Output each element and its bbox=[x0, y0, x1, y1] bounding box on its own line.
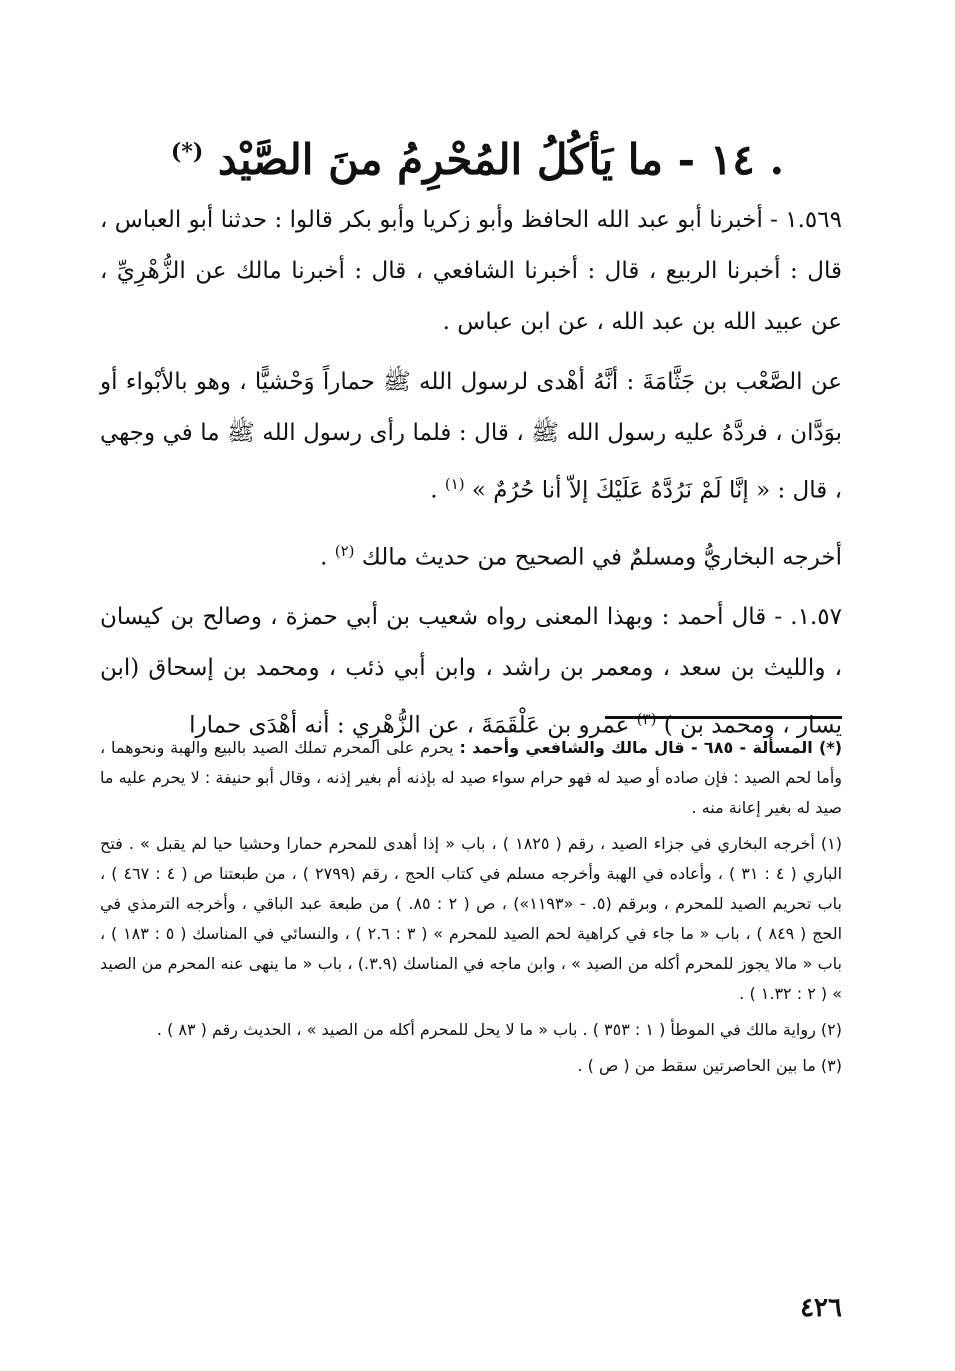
chapter-title-text: . ١٤ - ما يَأكُلُ المُحْرِمُ منَ الصَّيْد bbox=[217, 135, 785, 184]
paragraph-570-start: ١.٥٧. - قال أحمد : وبهذا المعنى رواه شعيب بن أبي حمزة ، وصالح بن كيسان ، والليث بن سعد ، ومعمر بن راشد ، وابن أبي ذئب ، ومحمد بن إسحاق (ابن يسار ، ومحمد بن ) bbox=[100, 604, 842, 739]
paragraph-hadith bbox=[100, 357, 842, 517]
main-text bbox=[100, 195, 842, 761]
footnotes bbox=[100, 733, 842, 1087]
paragraph-takhrij bbox=[100, 526, 842, 584]
footnote-star bbox=[100, 733, 842, 823]
hadith-text: عن الصَّعْب بن جَثَّامَةَ : أنَّهُ أهْدى لرسول الله ﷺ حماراً وَحْشيًّا ، وهو بالأبْواء أو بوَدَّان ، فردَّهُ عليه رسول الله ﷺ ، قال : فلما رأى رسول الله ﷺ ما في وجهي ، قال : « إنَّا لَمْ نَرُدَّهُ عَلَيْكَ إلاّ أنا حُرُمٌ » bbox=[100, 369, 842, 504]
footnote-1: (١) أخرجه البخاري في جزاء الصيد ، رقم ( ١٨٢٥ ) ، باب « إذا أهدى للمحرم حمارا وحشيا حيا لم يقبل » . فتح الباري ( ٤ : ٣١ ) ، وأعاده في الهبة وأخرجه مسلم في كتاب الحج ، رقم (٢٧٩٩ ) ، من طبعتنا ص ( ٤ : ٤٦٧ ) ، باب تحريم الصيد للمحرم ، وبرقم (٥. - «١١٩٣») ، ص ( ٢ : ٨٥. ) من طبعة عبد الباقي ، وأخرجه الترمذي في الحج ( ٨٤٩ ) ، باب « ما جاء في كراهية لحم الصيد للمحرم » ( ٣ : ٢.٦ ) ، والنسائي في المناسك ( ٥ : ١٨٣ ) ، باب « مالا يجوز للمحرم أكله من الصيد » ، وابن ماجه في المناسك (٣.٩.) ، باب « ما ينهى عنه المحرم من الصيد » ( ٢ : ١.٣٢ ) . bbox=[100, 834, 843, 1003]
chapter-footnote-marker: (*) bbox=[170, 139, 204, 165]
paragraph-570 bbox=[100, 592, 842, 752]
chapter-title bbox=[120, 122, 835, 190]
footnote-2: (٢) رواية مالك في الموطأ ( ١ : ٣٥٣ ) . باب « ما لا يحل للمحرم أكله من الصيد » ، الحديث رقم ( ٨٣ ) . bbox=[156, 1020, 842, 1039]
takhrij-text: أخرجه البخاريُّ ومسلمٌ في الصحيح من حديث مالك bbox=[361, 544, 842, 571]
paragraph-569: ١.٥٦٩ - أخبرنا أبو عبد الله الحافظ وأبو زكريا وأبو بكر قالوا : حدثنا أبو العباس ، قال : أخبرنا الربيع ، قال : أخبرنا الشافعي ، قال : أخبرنا مالك عن الزُّهْرِيِّ ، عن عبيد الله بن عبد الله ، عن ابن عباس . bbox=[100, 207, 842, 335]
footnote-ref-3: (٣) bbox=[636, 710, 657, 729]
hadith-end: . bbox=[430, 477, 445, 504]
footnote-3: (٣) ما بين الحاصرتين سقط من ( ص ) . bbox=[577, 1056, 842, 1075]
footnote-divider bbox=[605, 716, 842, 719]
footnote-star-text: يحرم على المحرم تملك الصيد بالبيع والهبة ونحوهما ، وأما لحم الصيد : فإن صاده أو صيد له فهو حرام سواء صيد له بإذنه أم بغير إذنه ، وقال أبو حنيفة : لا يحرم عليه ما صيد له بغير إعانة منه . bbox=[100, 738, 842, 817]
footnote-ref-2: (٢) bbox=[334, 541, 355, 560]
paragraph-570-end: عمرو بن عَلْقَمَةَ ، عن الزُّهْرِي : أنه أهْدَى حمارا bbox=[189, 712, 637, 739]
footnote-star-label: (*) المسألة - ٦٨٥ - قال مالك والشافعي وأحمد : bbox=[459, 738, 843, 757]
footnote-ref-1: (١) bbox=[444, 475, 465, 493]
takhrij-end: . bbox=[320, 544, 335, 571]
page-number: ٤٢٦ bbox=[800, 1293, 842, 1323]
